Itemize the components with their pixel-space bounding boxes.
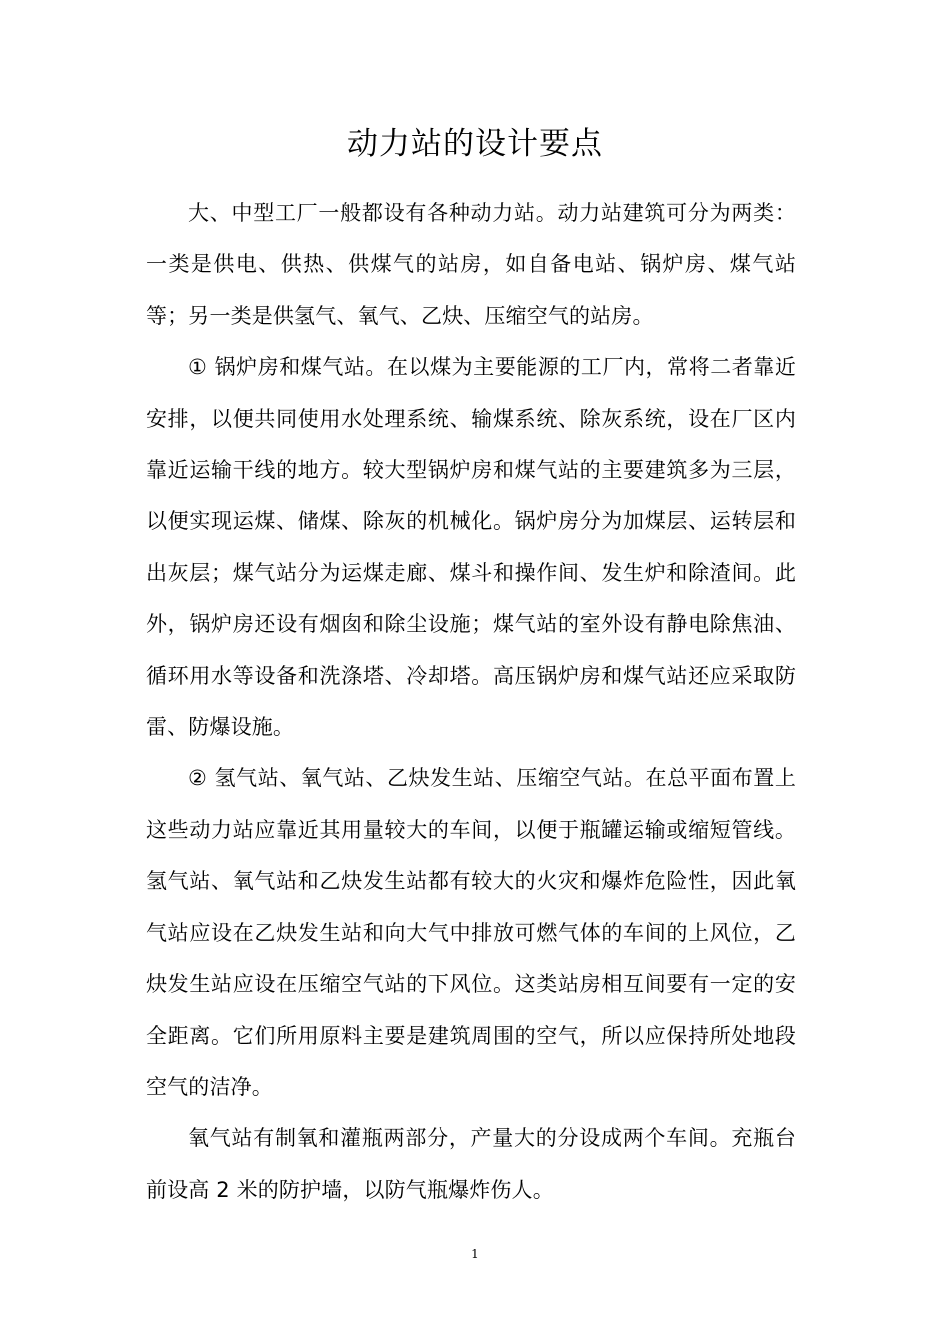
paragraph-oxygen-station-detail: 氧气站有制氧和灌瓶两部分，产量大的分设成两个车间。充瓶台前设高 2 米的防护墙，以防气瓶爆炸伤人。 <box>146 1126 796 1202</box>
document-body <box>146 188 796 1216</box>
paragraph-boiler-gas-station: ① 锅炉房和煤气站。在以煤为主要能源的工厂内，常将二者靠近安排，以便共同使用水处理系统、输煤系统、除灰系统，设在厂区内靠近运输干线的地方。较大型锅炉房和煤气站的主要建筑多为三层，以便实现运煤、储煤、除灰的机械化。锅炉房分为加煤层、运转层和出灰层；煤气站分为运煤走廊、煤斗和操作间、发生炉和除渣间。此外，锅炉房还设有烟囱和除尘设施；煤气站的室外设有静电除焦油、循环用水等设备和洗涤塔、冷却塔。高压锅炉房和煤气站还应采取防雷、防爆设施。 <box>146 355 796 740</box>
paragraph-intro: 大、中型工厂一般都设有各种动力站。动力站建筑可分为两类：一类是供电、供热、供煤气的站房，如自备电站、锅炉房、煤气站等；另一类是供氢气、氧气、乙炔、压缩空气的站房。 <box>146 201 796 328</box>
page-number: 1 <box>471 1247 479 1261</box>
document-title: 动力站的设计要点 <box>347 126 603 162</box>
paragraph-hydrogen-oxygen-station: ② 氢气站、氧气站、乙炔发生站、压缩空气站。在总平面布置上这些动力站应靠近其用量较大的车间，以便于瓶罐运输或缩短管线。氢气站、氧气站和乙炔发生站都有较大的火灾和爆炸危险性，因此氧气站应设在乙炔发生站和向大气中排放可燃气体的车间的上风位，乙炔发生站应设在压缩空气站的下风位。这类站房相互间要有一定的安全距离。它们所用原料主要是建筑周围的空气，所以应保持所处地段空气的洁净。 <box>146 766 796 1099</box>
